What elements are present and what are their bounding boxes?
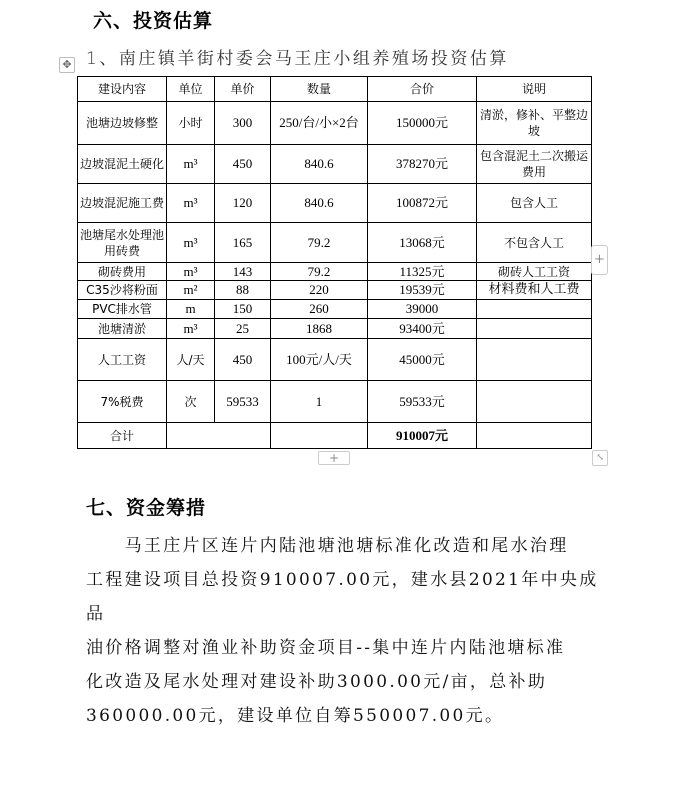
cell-quantity: 79.2 bbox=[271, 263, 368, 281]
cell-note bbox=[477, 319, 592, 339]
cell-unit-price: 300 bbox=[215, 102, 271, 145]
cell-unit: m³ bbox=[167, 145, 215, 184]
cell-unit-price: 165 bbox=[215, 223, 271, 263]
table-row bbox=[78, 300, 592, 319]
header-cell: 单位 bbox=[167, 77, 215, 102]
cell-item: 边坡混泥施工费 bbox=[78, 184, 167, 223]
cell-item: 人工工资 bbox=[78, 339, 167, 381]
paragraph-line: 化改造及尾水处理对建设补助3000.00元/亩，总补助 bbox=[86, 672, 548, 692]
cell-note: 砌砖人工工资 bbox=[477, 263, 592, 281]
header-cell: 单价 bbox=[215, 77, 271, 102]
cell-unit-price: 450 bbox=[215, 339, 271, 381]
cell-item: 砌砖费用 bbox=[78, 263, 167, 281]
cell-quantity: 220 bbox=[271, 281, 368, 300]
investment-table bbox=[77, 76, 592, 449]
funding-paragraph bbox=[86, 529, 606, 733]
table-row bbox=[78, 263, 592, 281]
cell-amount: 378270元 bbox=[368, 145, 477, 184]
cell-quantity: 840.6 bbox=[271, 184, 368, 223]
cell-unit: m³ bbox=[167, 223, 215, 263]
cell-unit-price: 143 bbox=[215, 263, 271, 281]
total-empty-cell bbox=[167, 423, 271, 449]
paragraph-line: 油价格调整对渔业补助资金项目--集中连片内陆池塘标准 bbox=[86, 638, 566, 658]
section-heading-investment-estimate: 六、投资估算 bbox=[93, 10, 214, 32]
cell-note: 包含混泥土二次搬运费用 bbox=[477, 145, 592, 184]
cell-item: 池塘边坡修整 bbox=[78, 102, 167, 145]
cell-quantity: 250/台/小×2台 bbox=[271, 102, 368, 145]
cell-amount: 19539元 bbox=[368, 281, 477, 300]
table-row bbox=[78, 102, 592, 145]
add-row-button[interactable]: + bbox=[318, 451, 350, 465]
section-heading-funding: 七、资金筹措 bbox=[86, 497, 207, 519]
cell-note: 清淤，修补、平整边坡 bbox=[477, 102, 592, 145]
cell-quantity: 840.6 bbox=[271, 145, 368, 184]
cell-unit: 人/天 bbox=[167, 339, 215, 381]
cell-quantity: 1 bbox=[271, 381, 368, 423]
subsection-heading: 1、南庄镇羊街村委会马王庄小组养殖场投资估算 bbox=[86, 49, 509, 69]
cell-unit-price: 120 bbox=[215, 184, 271, 223]
total-empty-cell bbox=[477, 423, 592, 449]
cell-unit: m² bbox=[167, 281, 215, 300]
cell-note bbox=[477, 381, 592, 423]
table-row bbox=[78, 281, 592, 300]
add-column-button[interactable]: + bbox=[591, 245, 608, 275]
table-total-row bbox=[78, 423, 592, 449]
cell-unit: 小时 bbox=[167, 102, 215, 145]
total-amount: 910007元 bbox=[368, 423, 477, 449]
table-row bbox=[78, 319, 592, 339]
cell-item: 7%税费 bbox=[78, 381, 167, 423]
cell-item: 池塘清淤 bbox=[78, 319, 167, 339]
cell-item: PVC排水管 bbox=[78, 300, 167, 319]
cell-item: 池塘尾水处理池用砖费 bbox=[78, 223, 167, 263]
cell-unit-price: 25 bbox=[215, 319, 271, 339]
table-row bbox=[78, 184, 592, 223]
cell-amount: 45000元 bbox=[368, 339, 477, 381]
paragraph-line: 马王庄片区连片内陆池塘池塘标准化改造和尾水治理 bbox=[86, 536, 569, 556]
header-cell: 说明 bbox=[477, 77, 592, 102]
cell-unit: m³ bbox=[167, 319, 215, 339]
cell-note: 材料费和人工费 bbox=[477, 281, 592, 300]
table-move-handle-icon[interactable]: ✥ bbox=[59, 57, 75, 73]
table-row bbox=[78, 339, 592, 381]
header-cell: 合价 bbox=[368, 77, 477, 102]
cell-note: 不包含人工 bbox=[477, 223, 592, 263]
cell-unit-price: 59533 bbox=[215, 381, 271, 423]
cell-quantity: 260 bbox=[271, 300, 368, 319]
header-cell: 数量 bbox=[271, 77, 368, 102]
cell-note bbox=[477, 339, 592, 381]
cell-amount: 150000元 bbox=[368, 102, 477, 145]
cell-item: C35沙将粉面 bbox=[78, 281, 167, 300]
cell-amount: 13068元 bbox=[368, 223, 477, 263]
cell-amount: 93400元 bbox=[368, 319, 477, 339]
cell-amount: 59533元 bbox=[368, 381, 477, 423]
cell-amount: 39000 bbox=[368, 300, 477, 319]
cell-amount: 11325元 bbox=[368, 263, 477, 281]
cell-quantity: 79.2 bbox=[271, 223, 368, 263]
cell-unit-price: 450 bbox=[215, 145, 271, 184]
table-row bbox=[78, 223, 592, 263]
table-header-row bbox=[78, 77, 592, 102]
header-cell: 建设内容 bbox=[78, 77, 167, 102]
cell-note bbox=[477, 300, 592, 319]
cell-unit: 次 bbox=[167, 381, 215, 423]
cell-unit-price: 88 bbox=[215, 281, 271, 300]
cell-quantity: 100元/人/天 bbox=[271, 339, 368, 381]
table-row bbox=[78, 381, 592, 423]
cell-unit: m bbox=[167, 300, 215, 319]
total-label: 合计 bbox=[78, 423, 167, 449]
paragraph-line: 工程建设项目总投资910007.00元，建水县2021年中央成品 bbox=[86, 570, 599, 624]
cell-note: 包含人工 bbox=[477, 184, 592, 223]
cell-unit: m³ bbox=[167, 184, 215, 223]
cell-amount: 100872元 bbox=[368, 184, 477, 223]
total-empty-cell bbox=[271, 423, 368, 449]
cell-quantity: 1868 bbox=[271, 319, 368, 339]
table-resize-handle-icon[interactable]: ⤡ bbox=[592, 450, 608, 466]
paragraph-line: 360000.00元，建设单位自筹550007.00元。 bbox=[86, 706, 505, 726]
table-row bbox=[78, 145, 592, 184]
cell-unit: m³ bbox=[167, 263, 215, 281]
cell-unit-price: 150 bbox=[215, 300, 271, 319]
cell-item: 边坡混泥土硬化 bbox=[78, 145, 167, 184]
